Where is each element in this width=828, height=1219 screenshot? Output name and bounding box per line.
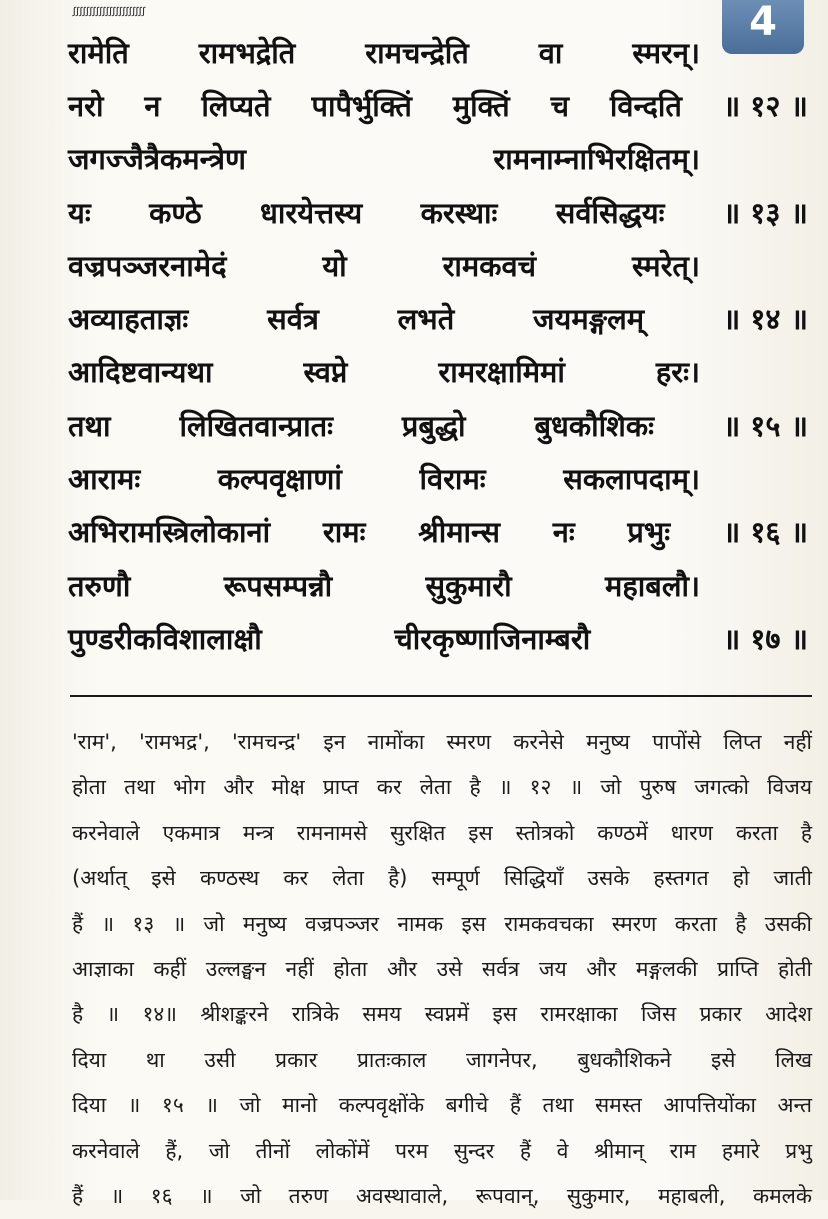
verse-word: रामरक्षामिमां — [438, 355, 565, 390]
verse-word: रामः — [322, 515, 366, 550]
sanskrit-verses — [68, 26, 808, 666]
verse-word: न — [144, 88, 161, 123]
verse-word: रूपसम्पन्नौ — [223, 568, 333, 603]
verse-word: सकलापदाम्। — [563, 462, 700, 497]
verse-word: सर्वत्र — [267, 302, 319, 337]
verse-line — [68, 239, 700, 292]
commentary-line: करनेवाले एकमात्र मन्त्र रामनामसे सुरक्षित इस स्तोत्रको कण्ठमें धारण करता है — [72, 820, 812, 845]
verse-word: तथा — [68, 408, 111, 443]
verse-line — [68, 133, 700, 186]
verse-word: जयमङ्गलम् — [533, 302, 645, 337]
verse-word: नः — [552, 515, 575, 550]
verse-word: जगज्जैत्रैकमन्त्रेण — [68, 142, 246, 177]
verse-line — [68, 612, 808, 665]
verse-word: धारयेत्तस्य — [260, 195, 363, 230]
verse-word: स्मरन्। — [632, 35, 700, 70]
verse-word: तरुणौ — [68, 568, 131, 603]
verse-word: कल्पवृक्षाणां — [217, 462, 342, 497]
verse-word: अभिरामस्त्रिलोकानां — [68, 515, 271, 550]
commentary-line: है ॥ १४॥ श्रीशङ्करने रात्रिके समय स्वप्नमें इस रामरक्षाका जिस प्रकार आदेश — [72, 1002, 812, 1027]
hindi-commentary — [72, 720, 812, 1219]
verse-word: च — [550, 88, 570, 123]
verse-line — [68, 292, 808, 345]
verse-word: बुधकौशिकः — [534, 408, 654, 443]
verse-word: सुकुमारौ — [425, 568, 512, 603]
commentary-line: होता तथा भोग और मोक्ष प्राप्त कर लेता है ॥ १२ ॥ जो पुरुष जगत्को विजय — [72, 775, 812, 800]
verse-word: ॥ १२ ॥ — [722, 88, 808, 123]
verse-line — [68, 186, 808, 239]
verse-word: वज्रपञ्जरनामेदं — [68, 248, 227, 283]
commentary-line: हैं ॥ १३ ॥ जो मनुष्य वज्रपञ्जर नामक इस रामकवचका स्मरण करता है उसकी — [72, 911, 812, 936]
commentary-line: हैं ॥ १६ ॥ जो तरुण अवस्थावाले, रूपवान्, सुकुमार, महाबली, कमलके — [72, 1183, 812, 1208]
verse-word: आरामः — [68, 462, 141, 497]
verse-word: यो — [322, 248, 347, 283]
page-number-badge: 4 — [722, 0, 804, 54]
verse-line — [68, 559, 700, 612]
commentary-line: (अर्थात् इसे कण्ठस्थ कर लेता है) सम्पूर्ण सिद्धियाँ उसके हस्तगत हो जाती — [72, 866, 812, 891]
verse-word: नरो — [68, 88, 104, 123]
decorative-top-border: ꭍꭍꭍꭍꭍꭍꭍꭍꭍꭍꭍꭍꭍꭍꭍꭍꭍꭍꭍꭍꭍꭍ — [72, 6, 145, 18]
verse-word: स्वप्ने — [303, 355, 348, 390]
verse-word: पुण्डरीकविशालाक्षौ — [68, 621, 262, 656]
verse-word: लिखितवान्प्रातः — [179, 408, 333, 443]
verse-word: प्रबुद्धो — [401, 408, 466, 443]
verse-word: विरामः — [419, 462, 486, 497]
verse-word: पापैर्भुक्तिं — [311, 88, 412, 123]
verse-line — [68, 399, 808, 452]
verse-word: करस्थाः — [420, 195, 498, 230]
commentary-line: दिया था उसी प्रकार प्रातःकाल जागनेपर, बुधकौशिकने इसे लिख — [72, 1047, 812, 1072]
verse-word: ॥ १७ ॥ — [722, 621, 808, 656]
verse-word: लिप्यते — [201, 88, 271, 123]
verse-word: रामनाम्नाभिरक्षितम्। — [493, 142, 700, 177]
section-divider — [70, 695, 812, 697]
verse-word: रामचन्द्रेति — [365, 35, 469, 70]
verse-word: महाबलौ। — [605, 568, 700, 603]
verse-word: लभते — [397, 302, 455, 337]
verse-line — [68, 79, 808, 132]
verse-word: हरः। — [655, 355, 700, 390]
commentary-line: 'राम', 'रामभद्र', 'रामचन्द्र' इन नामोंका स्मरण करनेसे मनुष्य पापोंसे लिप्त नहीं — [72, 730, 812, 754]
verse-word: प्रभुः — [627, 515, 671, 550]
commentary-line: आज्ञाका कहीं उल्लङ्घन नहीं होता और उसे सर्वत्र जय और मङ्गलकी प्राप्ति होती — [72, 956, 812, 981]
verse-word: ॥ १६ ॥ — [722, 515, 808, 550]
verse-word: विन्दति — [609, 88, 682, 123]
verse-word: वा — [538, 35, 563, 70]
verse-word: श्रीमान्स — [418, 515, 500, 550]
verse-word: रामभद्रेति — [198, 35, 296, 70]
verse-word: मुक्तिं — [452, 88, 510, 123]
verse-word: सर्वसिद्धयः — [555, 195, 665, 230]
verse-word: कण्ठे — [149, 195, 202, 230]
verse-line — [68, 452, 700, 505]
verse-word: ॥ १५ ॥ — [722, 408, 808, 443]
commentary-line: दिया ॥ १५ ॥ जो मानो कल्पवृक्षोंके बगीचे हैं तथा समस्त आपत्तियोंका अन्त — [72, 1093, 812, 1118]
verse-line — [68, 346, 700, 399]
verse-line — [68, 506, 808, 559]
verse-word: रामेति — [68, 35, 129, 70]
verse-word: स्मरेत्। — [631, 248, 700, 283]
commentary-line: करनेवाले हैं, जो तीनों लोकोंमें परम सुन्दर हैं वे श्रीमान् राम हमारे प्रभु — [72, 1138, 812, 1163]
verse-word: अव्याहताज्ञः — [68, 302, 189, 337]
verse-word: यः — [68, 195, 91, 230]
verse-line — [68, 26, 700, 79]
verse-word: आदिष्टवान्यथा — [68, 355, 213, 390]
verse-word: ॥ १४ ॥ — [722, 302, 808, 337]
verse-word: रामकवचं — [442, 248, 537, 283]
verse-word: चीरकृष्णाजिनाम्बरौ — [394, 621, 591, 656]
verse-word: ॥ १३ ॥ — [722, 195, 808, 230]
